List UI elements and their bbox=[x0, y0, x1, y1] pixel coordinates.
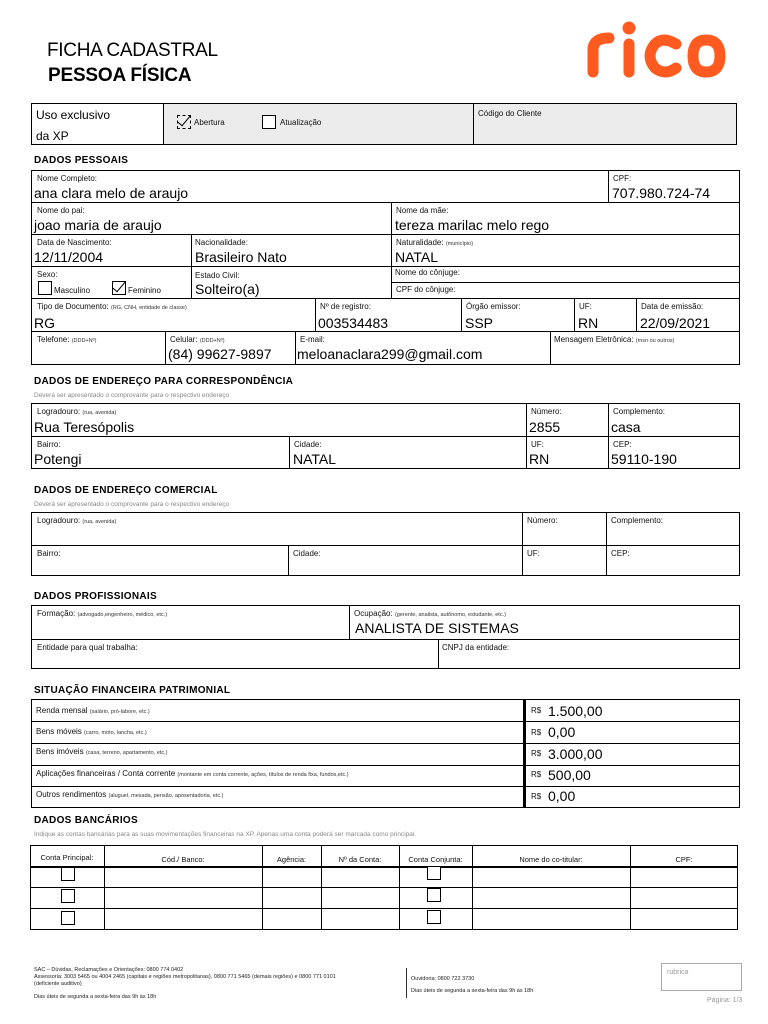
footer-sac: SAC – Dúvidas, Reclamações e Orientações: 0800 774 0402 Assessoria: 3003 5465 ou 4004 2465 (capitais e regiões metropolitanas), 0800 771 5465 (demais regiões) e 0800 771 0101 (deficiente auditivo) Dias úteis de segunda a sexta-feira das 9h às 18h bbox=[34, 967, 336, 1000]
orgao-field[interactable]: SSP bbox=[465, 315, 494, 331]
corr-uf-label: UF: bbox=[531, 440, 544, 449]
nascimento-field[interactable]: 12/11/2004 bbox=[34, 249, 104, 265]
feminino-checkbox[interactable] bbox=[112, 281, 126, 295]
formacao-label: Formação: (advogado,engenheiro, médico, etc.) bbox=[37, 609, 168, 618]
celular-field[interactable]: (84) 99627-9897 bbox=[168, 346, 272, 362]
conta-principal-checkbox[interactable] bbox=[61, 889, 75, 903]
cnpj-label: CNPJ da entidade: bbox=[442, 643, 510, 652]
col-conta: Nº da Conta: bbox=[338, 855, 382, 864]
section-correspondencia: DADOS DE ENDEREÇO PARA CORRESPONDÊNCIA bbox=[34, 376, 294, 387]
corr-uf-field[interactable]: RN bbox=[529, 451, 550, 467]
email-field[interactable]: meloanaclara299@gmail.com bbox=[297, 346, 483, 362]
com-cidade-label: Cidade: bbox=[293, 549, 321, 558]
mae-field[interactable]: tereza marilac melo rego bbox=[395, 217, 550, 233]
corr-numero-field[interactable]: 2855 bbox=[529, 419, 561, 435]
corr-bairro-field[interactable]: Potengi bbox=[34, 451, 82, 467]
conta-conjunta-checkbox[interactable] bbox=[427, 910, 441, 924]
orgao-label: Órgão emissor: bbox=[466, 302, 521, 311]
form-title: FICHA CADASTRAL bbox=[47, 40, 218, 61]
corr-cidade-field[interactable]: NATAL bbox=[293, 451, 337, 467]
bens-imoveis-field[interactable]: 3.000,00 bbox=[548, 746, 603, 762]
fin-row-currency: R$ bbox=[531, 770, 542, 779]
com-uf-label: UF: bbox=[527, 549, 540, 558]
cpf-field[interactable]: 707.980.724-74 bbox=[612, 185, 711, 201]
entidade-label: Entidade para qual trabalha: bbox=[37, 643, 138, 652]
rubrica-label: rubrica bbox=[667, 969, 689, 976]
com-numero-label: Número: bbox=[527, 516, 558, 525]
masculino-checkbox[interactable] bbox=[38, 281, 52, 295]
col-conta-conjunta: Conta Conjunta: bbox=[408, 855, 463, 864]
uso-label-2: da XP bbox=[36, 129, 69, 143]
com-cep-label: CEP: bbox=[611, 549, 630, 558]
fin-row-label: Outros rendimentos (aluguel, mesada, pensão, aposentadoria, etc.) bbox=[36, 790, 224, 799]
telefone-label: Telefone: (DDD+Nº) bbox=[37, 335, 97, 344]
corr-cep-field[interactable]: 59110-190 bbox=[611, 451, 677, 467]
footer-divider bbox=[406, 968, 407, 998]
registro-field[interactable]: 003534483 bbox=[318, 315, 389, 331]
conta-conjunta-checkbox[interactable] bbox=[427, 888, 441, 902]
outros-rendimentos-field[interactable]: 0,00 bbox=[548, 788, 576, 804]
mensagem-label: Mensagem Eletrônica: (msn ou outros) bbox=[554, 335, 675, 344]
tipo-doc-field[interactable]: RG bbox=[34, 315, 55, 331]
section-comercial: DADOS DE ENDEREÇO COMERCIAL bbox=[34, 485, 218, 496]
fin-row-currency: R$ bbox=[531, 706, 542, 715]
abertura-label: Abertura bbox=[194, 118, 225, 127]
correspondencia-note: Deverá ser apresentado o comprovante para o respectivo endereço bbox=[34, 392, 230, 399]
nome-field[interactable]: ana clara melo de araujo bbox=[34, 185, 189, 201]
estado-civil-label: Estado Civil: bbox=[195, 271, 240, 280]
conjuge-label: Nome do cônjuge: bbox=[395, 268, 460, 277]
pai-field[interactable]: joao maria de araujo bbox=[34, 217, 162, 233]
nacionalidade-label: Nacionalidade: bbox=[195, 238, 248, 247]
cpf-label: CPF: bbox=[613, 174, 632, 183]
form-subtitle: PESSOA FÍSICA bbox=[48, 65, 192, 86]
fin-row-label: Bens móveis (carro, moto, lancha, etc.) bbox=[36, 727, 147, 736]
naturalidade-field[interactable]: NATAL bbox=[395, 249, 439, 265]
emissao-field[interactable]: 22/09/2021 bbox=[640, 315, 711, 331]
footer-ouvidoria: Ouvidoria: 0800 722 3730 Dias úteis de segunda a sexta-feira das 9h às 18h bbox=[411, 976, 534, 994]
estado-civil-field[interactable]: Solteiro(a) bbox=[195, 281, 260, 297]
fin-row-currency: R$ bbox=[531, 728, 542, 737]
abertura-checkbox[interactable] bbox=[177, 115, 191, 129]
nascimento-label: Data de Nascimento: bbox=[37, 238, 112, 247]
col-agencia: Agência: bbox=[276, 855, 307, 864]
com-bairro-label: Bairro: bbox=[37, 549, 61, 558]
com-complemento-label: Complemento: bbox=[611, 516, 664, 525]
masculino-label: Masculino bbox=[54, 286, 91, 295]
fin-row-label: Renda mensal (salário, pró-labore, etc.) bbox=[36, 706, 150, 715]
cpf-conjuge-label: CPF do cônjuge: bbox=[396, 285, 456, 294]
corr-bairro-label: Bairro: bbox=[37, 440, 61, 449]
nome-label: Nome Completo: bbox=[37, 174, 98, 183]
sexo-label: Sexo: bbox=[37, 270, 58, 279]
naturalidade-label: Naturalidade: (município) bbox=[396, 238, 474, 247]
fin-row-currency: R$ bbox=[531, 792, 542, 801]
rico-logo bbox=[583, 14, 733, 84]
uf-label: UF: bbox=[579, 302, 592, 311]
feminino-label: Feminino bbox=[128, 286, 161, 295]
rubrica-box[interactable] bbox=[661, 963, 742, 991]
section-dados-pessoais: DADOS PESSOAIS bbox=[34, 155, 129, 166]
corr-complemento-field[interactable]: casa bbox=[611, 419, 641, 435]
pai-label: Nome do pai: bbox=[37, 206, 85, 215]
registro-label: Nº de registro: bbox=[320, 302, 371, 311]
renda-mensal-field[interactable]: 1.500,00 bbox=[548, 703, 603, 719]
com-logradouro-label: Logradouro: (rua, avenida) bbox=[37, 516, 117, 525]
atualizacao-label: Atualização bbox=[280, 118, 322, 127]
page-number: Página: 1/3 bbox=[707, 997, 743, 1004]
ocupacao-label: Ocupação: (gerente, analista, autônomo, estudante, etc.) bbox=[354, 609, 506, 618]
corr-cep-label: CEP: bbox=[613, 440, 632, 449]
fin-row-currency: R$ bbox=[531, 749, 542, 758]
section-bancarios: DADOS BANCÁRIOS bbox=[34, 815, 138, 826]
email-label: E-mail: bbox=[300, 335, 325, 344]
conta-principal-checkbox[interactable] bbox=[61, 867, 75, 881]
atualizacao-checkbox[interactable] bbox=[262, 115, 276, 129]
celular-label: Celular: (DDD+Nº) bbox=[170, 335, 225, 344]
codigo-cliente-label: Código do Cliente bbox=[478, 109, 542, 118]
bancarios-note: Indique as contas bancárias para as suas movimentações financeiras na XP. Apenas uma conta poderá ser marcada como principal. bbox=[34, 831, 417, 838]
col-conta-principal: Conta Principal: bbox=[40, 853, 94, 862]
col-cpf: CPF: bbox=[675, 855, 693, 864]
ocupacao-field[interactable]: ANALISTA DE SISTEMAS bbox=[355, 620, 519, 636]
section-financeira: SITUAÇÃO FINANCEIRA PATRIMONIAL bbox=[34, 685, 231, 696]
bens-moveis-field[interactable]: 0,00 bbox=[548, 724, 576, 740]
uf-field[interactable]: RN bbox=[578, 315, 599, 331]
col-banco: Cód./ Banco: bbox=[161, 855, 205, 864]
corr-numero-label: Número: bbox=[531, 407, 562, 416]
nacionalidade-field[interactable]: Brasileiro Nato bbox=[195, 249, 287, 265]
corr-logradouro-field[interactable]: Rua Teresópolis bbox=[34, 419, 135, 435]
mae-label: Nome da mãe: bbox=[396, 206, 449, 215]
section-profissionais: DADOS PROFISSIONAIS bbox=[34, 591, 157, 602]
corr-complemento-label: Complemento: bbox=[613, 407, 666, 416]
emissao-label: Data de emissão: bbox=[641, 302, 704, 311]
fin-row-label: Aplicações financeiras / Conta corrente (montante em conta corrente, ações, títulos de renda fixa, fundos,etc.) bbox=[36, 769, 349, 778]
col-co-titular: Nome do co-titular: bbox=[519, 855, 583, 864]
comercial-note: Deverá ser apresentado o comprovante para o respectivo endereço bbox=[34, 501, 230, 508]
tipo-doc-label: Tipo de Documento: (RG, CNH, entidade de classe) bbox=[37, 302, 187, 311]
conta-principal-checkbox[interactable] bbox=[61, 911, 75, 925]
corr-logradouro-label: Logradouro: (rua, avenida) bbox=[37, 407, 117, 416]
uso-label-1: Uso exclusivo bbox=[36, 108, 111, 122]
aplicacoes-field[interactable]: 500,00 bbox=[548, 767, 591, 783]
fin-row-label: Bens imóveis (casa, terreno, apartamento, etc.) bbox=[36, 747, 168, 756]
corr-cidade-label: Cidade: bbox=[294, 440, 322, 449]
conta-conjunta-checkbox[interactable] bbox=[427, 866, 441, 880]
